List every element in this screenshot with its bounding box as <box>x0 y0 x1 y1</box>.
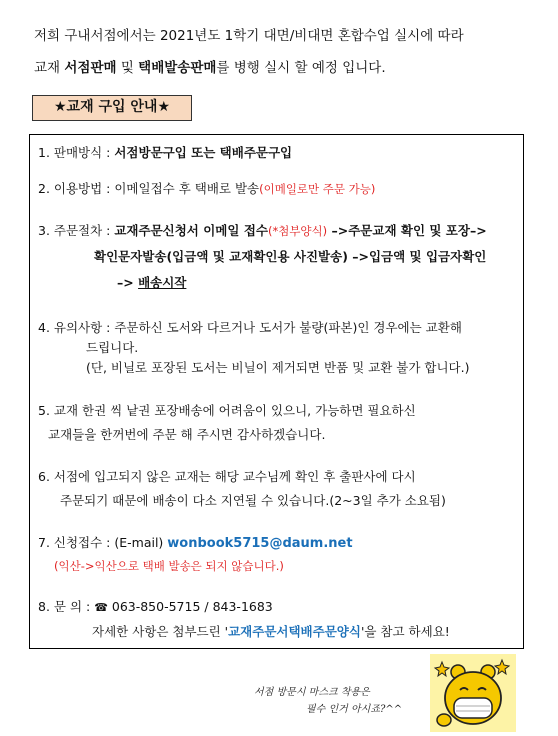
masked-face-icon <box>430 654 516 732</box>
info-box <box>29 134 524 649</box>
intro-bold-delivery-sales: 택배발송판매 <box>138 60 217 76</box>
item-7-note: (익산->익산으로 택배 발송은 되지 않습니다.) <box>54 559 284 573</box>
item-4-line-3: (단, 비닐로 포장된 도서는 비닐이 제거되면 반품 및 교환 불가 합니다.) <box>86 360 470 375</box>
item-7-line-1 <box>38 533 353 554</box>
item-8-line-2 <box>38 622 450 642</box>
item-bulk-order <box>38 401 416 445</box>
phone-number: 063-850-5715 / 843-1683 <box>107 599 273 614</box>
intro-line-2 <box>34 52 464 84</box>
item-1-label: 1. 판매방식 : <box>38 145 115 160</box>
item-notice <box>38 318 469 378</box>
item-3-line-2: 확인문자발송(입금액 및 교재확인용 사진발송) –>입금액 및 입금자확인 <box>94 249 487 264</box>
mask-character-illustration <box>430 654 516 732</box>
item-7-label: 7. 신청접수 : (E-mail) <box>38 535 168 550</box>
item-3-step-ship: 배송시작 <box>138 275 187 290</box>
intro-line-1: 저희 구내서점에서는 2021년도 1학기 대면/비대면 혼합수업 실시에 따라 <box>34 28 464 44</box>
intro-line-2-mid: 및 <box>116 60 139 76</box>
item-1-value: 서점방문구입 또는 택배주문구입 <box>114 145 293 160</box>
item-3-label: 3. 주문절차 : <box>38 223 115 238</box>
item-usage-method <box>38 179 375 199</box>
item-2-label: 2. 이용방법 : 이메일접수 후 택배로 발송 <box>38 181 260 196</box>
intro-bold-store-sales: 서점판매 <box>64 60 117 76</box>
item-order-procedure <box>38 221 487 293</box>
attachment-form-name: 교재주문서택배주문양식 <box>228 624 361 639</box>
item-6-line-2: 주문되기 때문에 배송이 다소 지연될 수 있습니다.(2~3일 추가 소요됨) <box>60 493 446 508</box>
mask-reminder-line-1: 서점 방문시 마스크 착용은 <box>254 687 370 698</box>
item-8-label: 8. 문 의 : <box>38 599 95 614</box>
intro-line-2-post: 를 병행 실시 할 예정 입니다. <box>216 60 386 76</box>
item-5-line-2: 교재들을 한꺼번에 주문 해 주시면 감사하겠습니다. <box>48 427 326 442</box>
item-3-step-email: 교재주문신청서 이메일 접수 <box>114 223 268 238</box>
item-5-line-1: 5. 교재 한권 씩 낱권 포장배송에 어려움이 있으니, 가능하면 필요하신 <box>38 403 416 418</box>
intro-text <box>34 20 464 84</box>
item-4-line-1: 4. 유의사항 : 주문하신 도서와 다르거나 도서가 불량(파본)인 경우에는 교환해 <box>38 320 462 335</box>
item-delay-notice <box>38 467 446 511</box>
item-8-tail-post: '을 참고 하세요! <box>360 624 450 639</box>
mask-reminder <box>254 684 402 718</box>
mask-reminder-line-2: 필수 인거 아시죠?^^ <box>306 704 403 715</box>
item-4-line-2: 드립니다. <box>86 340 139 355</box>
item-3-line-1 <box>38 221 487 241</box>
item-application <box>38 533 353 576</box>
item-8-tail-pre: 자세한 사항은 첨부드린 ' <box>92 624 229 639</box>
item-3-line-3 <box>38 273 487 293</box>
item-6-line-1: 6. 서점에 입고되지 않은 교재는 해당 교수님께 확인 후 출판사에 다시 <box>38 469 416 484</box>
item-3-attach-note: (*첨부양식) <box>267 224 328 238</box>
section-badge: ★교재 구입 안내★ <box>32 95 192 121</box>
item-2-note: (이메일로만 주문 가능) <box>259 182 376 196</box>
email-link[interactable]: wonbook5715@daum.net <box>167 536 353 551</box>
phone-icon: ☎ <box>94 601 108 614</box>
intro-line-2-pre: 교재 <box>34 60 65 76</box>
item-3-arrow: –> <box>117 275 139 290</box>
item-inquiry <box>38 597 450 642</box>
item-8-line-1 <box>38 597 450 618</box>
item-3-step-pack: –>주문교재 확인 및 포장–> <box>327 223 487 238</box>
item-sales-method <box>38 143 292 163</box>
